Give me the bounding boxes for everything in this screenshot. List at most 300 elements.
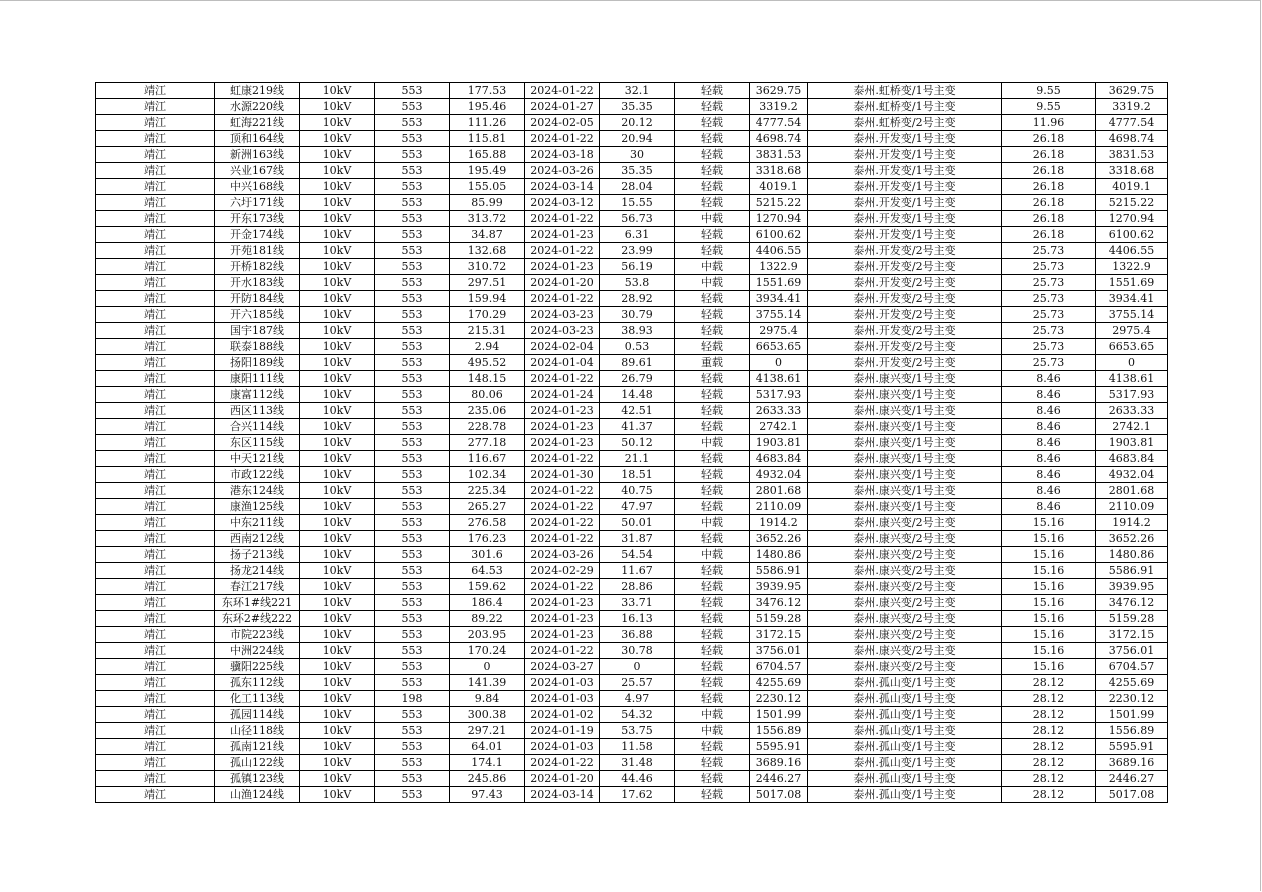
transformer-load-rate-cell[interactable]: 26.18 [1002, 179, 1096, 195]
transformer-cell[interactable]: 泰州.开发变/2号主变 [808, 275, 1002, 291]
max-current-cell[interactable]: 174.1 [450, 755, 525, 771]
line-name-cell[interactable]: 中天121线 [215, 451, 300, 467]
max-current-cell[interactable]: 64.01 [450, 739, 525, 755]
county-cell[interactable]: 靖江 [96, 787, 215, 803]
county-cell[interactable]: 靖江 [96, 611, 215, 627]
load-rate-cell[interactable]: 32.1 [600, 83, 675, 99]
load-rate-cell[interactable]: 56.73 [600, 211, 675, 227]
voltage-cell[interactable]: 10kV [300, 563, 375, 579]
rated-capacity-cell[interactable]: 553 [375, 451, 450, 467]
spare-capacity-cell[interactable]: 1501.99 [1096, 707, 1168, 723]
load-status-cell[interactable]: 轻载 [675, 147, 750, 163]
rated-capacity-cell[interactable]: 553 [375, 755, 450, 771]
spare-capacity-cell[interactable]: 6704.57 [1096, 659, 1168, 675]
load-status-cell[interactable]: 中载 [675, 275, 750, 291]
voltage-cell[interactable]: 10kV [300, 259, 375, 275]
county-cell[interactable]: 靖江 [96, 467, 215, 483]
rated-capacity-cell[interactable]: 553 [375, 627, 450, 643]
load-rate-cell[interactable]: 31.87 [600, 531, 675, 547]
load-status-cell[interactable]: 轻载 [675, 243, 750, 259]
line-name-cell[interactable]: 孤山122线 [215, 755, 300, 771]
max-current-cell[interactable]: 301.6 [450, 547, 525, 563]
transformer-cell[interactable]: 泰州.开发变/1号主变 [808, 227, 1002, 243]
voltage-cell[interactable]: 10kV [300, 595, 375, 611]
line-name-cell[interactable]: 西区113线 [215, 403, 300, 419]
max-current-cell[interactable]: 148.15 [450, 371, 525, 387]
transformer-load-rate-cell[interactable]: 15.16 [1002, 547, 1096, 563]
available-capacity-cell[interactable]: 2975.4 [750, 323, 808, 339]
transformer-cell[interactable]: 泰州.开发变/1号主变 [808, 163, 1002, 179]
transformer-load-rate-cell[interactable]: 8.46 [1002, 435, 1096, 451]
load-rate-cell[interactable]: 33.71 [600, 595, 675, 611]
county-cell[interactable]: 靖江 [96, 259, 215, 275]
rated-capacity-cell[interactable]: 553 [375, 179, 450, 195]
load-status-cell[interactable]: 轻载 [675, 755, 750, 771]
spare-capacity-cell[interactable]: 1480.86 [1096, 547, 1168, 563]
load-rate-cell[interactable]: 21.1 [600, 451, 675, 467]
voltage-cell[interactable]: 10kV [300, 643, 375, 659]
voltage-cell[interactable]: 10kV [300, 115, 375, 131]
transformer-load-rate-cell[interactable]: 15.16 [1002, 515, 1096, 531]
line-name-cell[interactable]: 化工113线 [215, 691, 300, 707]
peak-date-cell[interactable]: 2024-03-26 [525, 547, 600, 563]
line-name-cell[interactable]: 合兴114线 [215, 419, 300, 435]
load-rate-cell[interactable]: 4.97 [600, 691, 675, 707]
max-current-cell[interactable]: 170.24 [450, 643, 525, 659]
county-cell[interactable]: 靖江 [96, 579, 215, 595]
max-current-cell[interactable]: 310.72 [450, 259, 525, 275]
spare-capacity-cell[interactable]: 1556.89 [1096, 723, 1168, 739]
spare-capacity-cell[interactable]: 3629.75 [1096, 83, 1168, 99]
voltage-cell[interactable]: 10kV [300, 147, 375, 163]
transformer-cell[interactable]: 泰州.康兴变/2号主变 [808, 659, 1002, 675]
county-cell[interactable]: 靖江 [96, 483, 215, 499]
transformer-cell[interactable]: 泰州.康兴变/2号主变 [808, 595, 1002, 611]
transformer-load-rate-cell[interactable]: 15.16 [1002, 563, 1096, 579]
available-capacity-cell[interactable]: 6653.65 [750, 339, 808, 355]
load-status-cell[interactable]: 轻载 [675, 675, 750, 691]
load-rate-cell[interactable]: 54.32 [600, 707, 675, 723]
available-capacity-cell[interactable]: 1322.9 [750, 259, 808, 275]
max-current-cell[interactable]: 245.86 [450, 771, 525, 787]
load-rate-cell[interactable]: 14.48 [600, 387, 675, 403]
transformer-load-rate-cell[interactable]: 25.73 [1002, 323, 1096, 339]
available-capacity-cell[interactable]: 6704.57 [750, 659, 808, 675]
voltage-cell[interactable]: 10kV [300, 483, 375, 499]
transformer-load-rate-cell[interactable]: 15.16 [1002, 643, 1096, 659]
line-name-cell[interactable]: 康渔125线 [215, 499, 300, 515]
line-name-cell[interactable]: 市政122线 [215, 467, 300, 483]
county-cell[interactable]: 靖江 [96, 691, 215, 707]
max-current-cell[interactable]: 102.34 [450, 467, 525, 483]
load-status-cell[interactable]: 轻载 [675, 659, 750, 675]
max-current-cell[interactable]: 111.26 [450, 115, 525, 131]
voltage-cell[interactable]: 10kV [300, 515, 375, 531]
line-name-cell[interactable]: 扬阳189线 [215, 355, 300, 371]
line-name-cell[interactable]: 康阳111线 [215, 371, 300, 387]
peak-date-cell[interactable]: 2024-01-20 [525, 771, 600, 787]
load-status-cell[interactable]: 轻载 [675, 691, 750, 707]
transformer-load-rate-cell[interactable]: 15.16 [1002, 595, 1096, 611]
load-rate-cell[interactable]: 0.53 [600, 339, 675, 355]
max-current-cell[interactable]: 159.94 [450, 291, 525, 307]
load-status-cell[interactable]: 轻载 [675, 483, 750, 499]
transformer-cell[interactable]: 泰州.开发变/2号主变 [808, 355, 1002, 371]
line-name-cell[interactable]: 开防184线 [215, 291, 300, 307]
max-current-cell[interactable]: 155.05 [450, 179, 525, 195]
rated-capacity-cell[interactable]: 553 [375, 611, 450, 627]
load-rate-cell[interactable]: 23.99 [600, 243, 675, 259]
transformer-load-rate-cell[interactable]: 26.18 [1002, 211, 1096, 227]
transformer-load-rate-cell[interactable]: 8.46 [1002, 403, 1096, 419]
peak-date-cell[interactable]: 2024-03-14 [525, 787, 600, 803]
spare-capacity-cell[interactable]: 1322.9 [1096, 259, 1168, 275]
rated-capacity-cell[interactable]: 553 [375, 643, 450, 659]
max-current-cell[interactable]: 225.34 [450, 483, 525, 499]
transformer-load-rate-cell[interactable]: 15.16 [1002, 659, 1096, 675]
transformer-cell[interactable]: 泰州.孤山变/1号主变 [808, 691, 1002, 707]
transformer-load-rate-cell[interactable]: 28.12 [1002, 691, 1096, 707]
transformer-load-rate-cell[interactable]: 25.73 [1002, 243, 1096, 259]
transformer-cell[interactable]: 泰州.康兴变/2号主变 [808, 547, 1002, 563]
load-status-cell[interactable]: 轻载 [675, 451, 750, 467]
max-current-cell[interactable]: 141.39 [450, 675, 525, 691]
line-name-cell[interactable]: 扬龙214线 [215, 563, 300, 579]
county-cell[interactable]: 靖江 [96, 659, 215, 675]
spare-capacity-cell[interactable]: 3652.26 [1096, 531, 1168, 547]
county-cell[interactable]: 靖江 [96, 179, 215, 195]
load-status-cell[interactable]: 轻载 [675, 611, 750, 627]
spare-capacity-cell[interactable]: 3755.14 [1096, 307, 1168, 323]
line-name-cell[interactable]: 虹海221线 [215, 115, 300, 131]
rated-capacity-cell[interactable]: 553 [375, 595, 450, 611]
transformer-cell[interactable]: 泰州.孤山变/1号主变 [808, 755, 1002, 771]
load-status-cell[interactable]: 轻载 [675, 467, 750, 483]
transformer-load-rate-cell[interactable]: 26.18 [1002, 195, 1096, 211]
line-name-cell[interactable]: 新洲163线 [215, 147, 300, 163]
rated-capacity-cell[interactable]: 553 [375, 467, 450, 483]
load-rate-cell[interactable]: 31.48 [600, 755, 675, 771]
transformer-load-rate-cell[interactable]: 26.18 [1002, 163, 1096, 179]
rated-capacity-cell[interactable]: 553 [375, 323, 450, 339]
available-capacity-cell[interactable]: 2742.1 [750, 419, 808, 435]
peak-date-cell[interactable]: 2024-01-24 [525, 387, 600, 403]
peak-date-cell[interactable]: 2024-03-18 [525, 147, 600, 163]
load-rate-cell[interactable]: 47.97 [600, 499, 675, 515]
rated-capacity-cell[interactable]: 553 [375, 483, 450, 499]
line-name-cell[interactable]: 东环1#线221 [215, 595, 300, 611]
line-name-cell[interactable]: 东区115线 [215, 435, 300, 451]
available-capacity-cell[interactable]: 4698.74 [750, 131, 808, 147]
transformer-load-rate-cell[interactable]: 8.46 [1002, 499, 1096, 515]
spare-capacity-cell[interactable]: 4255.69 [1096, 675, 1168, 691]
peak-date-cell[interactable]: 2024-03-23 [525, 323, 600, 339]
peak-date-cell[interactable]: 2024-01-23 [525, 227, 600, 243]
rated-capacity-cell[interactable]: 553 [375, 675, 450, 691]
peak-date-cell[interactable]: 2024-01-03 [525, 691, 600, 707]
max-current-cell[interactable]: 2.94 [450, 339, 525, 355]
rated-capacity-cell[interactable]: 553 [375, 307, 450, 323]
transformer-cell[interactable]: 泰州.康兴变/1号主变 [808, 403, 1002, 419]
load-status-cell[interactable]: 轻载 [675, 643, 750, 659]
rated-capacity-cell[interactable]: 553 [375, 83, 450, 99]
load-rate-cell[interactable]: 36.88 [600, 627, 675, 643]
load-status-cell[interactable]: 轻载 [675, 739, 750, 755]
transformer-cell[interactable]: 泰州.开发变/1号主变 [808, 195, 1002, 211]
available-capacity-cell[interactable]: 0 [750, 355, 808, 371]
available-capacity-cell[interactable]: 5017.08 [750, 787, 808, 803]
county-cell[interactable]: 靖江 [96, 563, 215, 579]
voltage-cell[interactable]: 10kV [300, 707, 375, 723]
load-status-cell[interactable]: 轻载 [675, 419, 750, 435]
line-name-cell[interactable]: 六圩171线 [215, 195, 300, 211]
rated-capacity-cell[interactable]: 553 [375, 435, 450, 451]
transformer-cell[interactable]: 泰州.虹桥变/2号主变 [808, 115, 1002, 131]
spare-capacity-cell[interactable]: 4698.74 [1096, 131, 1168, 147]
transformer-load-rate-cell[interactable]: 28.12 [1002, 771, 1096, 787]
line-name-cell[interactable]: 山渔124线 [215, 787, 300, 803]
spare-capacity-cell[interactable]: 4138.61 [1096, 371, 1168, 387]
max-current-cell[interactable]: 34.87 [450, 227, 525, 243]
line-name-cell[interactable]: 康富112线 [215, 387, 300, 403]
spare-capacity-cell[interactable]: 6653.65 [1096, 339, 1168, 355]
line-name-cell[interactable]: 孤东112线 [215, 675, 300, 691]
rated-capacity-cell[interactable]: 553 [375, 131, 450, 147]
load-status-cell[interactable]: 轻载 [675, 195, 750, 211]
max-current-cell[interactable]: 170.29 [450, 307, 525, 323]
available-capacity-cell[interactable]: 5159.28 [750, 611, 808, 627]
spare-capacity-cell[interactable]: 0 [1096, 355, 1168, 371]
transformer-load-rate-cell[interactable]: 9.55 [1002, 83, 1096, 99]
spare-capacity-cell[interactable]: 2633.33 [1096, 403, 1168, 419]
line-name-cell[interactable]: 开金174线 [215, 227, 300, 243]
voltage-cell[interactable]: 10kV [300, 659, 375, 675]
max-current-cell[interactable]: 177.53 [450, 83, 525, 99]
max-current-cell[interactable]: 203.95 [450, 627, 525, 643]
load-rate-cell[interactable]: 41.37 [600, 419, 675, 435]
load-rate-cell[interactable]: 38.93 [600, 323, 675, 339]
peak-date-cell[interactable]: 2024-01-22 [525, 515, 600, 531]
rated-capacity-cell[interactable]: 553 [375, 563, 450, 579]
transformer-cell[interactable]: 泰州.康兴变/2号主变 [808, 643, 1002, 659]
transformer-load-rate-cell[interactable]: 25.73 [1002, 355, 1096, 371]
transformer-cell[interactable]: 泰州.开发变/2号主变 [808, 323, 1002, 339]
load-status-cell[interactable]: 轻载 [675, 291, 750, 307]
available-capacity-cell[interactable]: 2230.12 [750, 691, 808, 707]
transformer-cell[interactable]: 泰州.虹桥变/1号主变 [808, 83, 1002, 99]
transformer-load-rate-cell[interactable]: 15.16 [1002, 579, 1096, 595]
county-cell[interactable]: 靖江 [96, 627, 215, 643]
transformer-cell[interactable]: 泰州.孤山变/1号主变 [808, 771, 1002, 787]
county-cell[interactable]: 靖江 [96, 99, 215, 115]
load-status-cell[interactable]: 轻载 [675, 787, 750, 803]
voltage-cell[interactable]: 10kV [300, 275, 375, 291]
transformer-load-rate-cell[interactable]: 9.55 [1002, 99, 1096, 115]
rated-capacity-cell[interactable]: 553 [375, 211, 450, 227]
voltage-cell[interactable]: 10kV [300, 371, 375, 387]
transformer-cell[interactable]: 泰州.开发变/1号主变 [808, 211, 1002, 227]
max-current-cell[interactable]: 313.72 [450, 211, 525, 227]
load-status-cell[interactable]: 轻载 [675, 531, 750, 547]
load-status-cell[interactable]: 轻载 [675, 227, 750, 243]
county-cell[interactable]: 靖江 [96, 531, 215, 547]
peak-date-cell[interactable]: 2024-01-23 [525, 611, 600, 627]
spare-capacity-cell[interactable]: 3831.53 [1096, 147, 1168, 163]
spare-capacity-cell[interactable]: 3319.2 [1096, 99, 1168, 115]
load-rate-cell[interactable]: 30.79 [600, 307, 675, 323]
peak-date-cell[interactable]: 2024-02-05 [525, 115, 600, 131]
rated-capacity-cell[interactable]: 553 [375, 275, 450, 291]
rated-capacity-cell[interactable]: 553 [375, 115, 450, 131]
spare-capacity-cell[interactable]: 3476.12 [1096, 595, 1168, 611]
spare-capacity-cell[interactable]: 4019.1 [1096, 179, 1168, 195]
max-current-cell[interactable]: 297.21 [450, 723, 525, 739]
voltage-cell[interactable]: 10kV [300, 339, 375, 355]
max-current-cell[interactable]: 186.4 [450, 595, 525, 611]
available-capacity-cell[interactable]: 1270.94 [750, 211, 808, 227]
voltage-cell[interactable]: 10kV [300, 195, 375, 211]
available-capacity-cell[interactable]: 2446.27 [750, 771, 808, 787]
transformer-cell[interactable]: 泰州.康兴变/2号主变 [808, 531, 1002, 547]
county-cell[interactable]: 靖江 [96, 515, 215, 531]
voltage-cell[interactable]: 10kV [300, 387, 375, 403]
transformer-load-rate-cell[interactable]: 25.73 [1002, 339, 1096, 355]
load-status-cell[interactable]: 轻载 [675, 307, 750, 323]
available-capacity-cell[interactable]: 5595.91 [750, 739, 808, 755]
transformer-load-rate-cell[interactable]: 15.16 [1002, 531, 1096, 547]
county-cell[interactable]: 靖江 [96, 723, 215, 739]
voltage-cell[interactable]: 10kV [300, 307, 375, 323]
county-cell[interactable]: 靖江 [96, 195, 215, 211]
voltage-cell[interactable]: 10kV [300, 131, 375, 147]
spare-capacity-cell[interactable]: 3318.68 [1096, 163, 1168, 179]
peak-date-cell[interactable]: 2024-01-27 [525, 99, 600, 115]
rated-capacity-cell[interactable]: 553 [375, 339, 450, 355]
rated-capacity-cell[interactable]: 553 [375, 771, 450, 787]
line-name-cell[interactable]: 骥阳225线 [215, 659, 300, 675]
line-name-cell[interactable]: 水源220线 [215, 99, 300, 115]
load-status-cell[interactable]: 中载 [675, 211, 750, 227]
peak-date-cell[interactable]: 2024-01-19 [525, 723, 600, 739]
transformer-load-rate-cell[interactable]: 8.46 [1002, 387, 1096, 403]
rated-capacity-cell[interactable]: 553 [375, 403, 450, 419]
voltage-cell[interactable]: 10kV [300, 787, 375, 803]
transformer-load-rate-cell[interactable]: 25.73 [1002, 291, 1096, 307]
load-rate-cell[interactable]: 89.61 [600, 355, 675, 371]
rated-capacity-cell[interactable]: 553 [375, 707, 450, 723]
available-capacity-cell[interactable]: 2801.68 [750, 483, 808, 499]
load-status-cell[interactable]: 重载 [675, 355, 750, 371]
rated-capacity-cell[interactable]: 553 [375, 147, 450, 163]
peak-date-cell[interactable]: 2024-03-26 [525, 163, 600, 179]
peak-date-cell[interactable]: 2024-01-23 [525, 435, 600, 451]
county-cell[interactable]: 靖江 [96, 291, 215, 307]
rated-capacity-cell[interactable]: 198 [375, 691, 450, 707]
spare-capacity-cell[interactable]: 5017.08 [1096, 787, 1168, 803]
county-cell[interactable]: 靖江 [96, 739, 215, 755]
transformer-cell[interactable]: 泰州.开发变/2号主变 [808, 243, 1002, 259]
rated-capacity-cell[interactable]: 553 [375, 195, 450, 211]
voltage-cell[interactable]: 10kV [300, 243, 375, 259]
spare-capacity-cell[interactable]: 3934.41 [1096, 291, 1168, 307]
rated-capacity-cell[interactable]: 553 [375, 547, 450, 563]
county-cell[interactable]: 靖江 [96, 131, 215, 147]
transformer-cell[interactable]: 泰州.康兴变/1号主变 [808, 371, 1002, 387]
rated-capacity-cell[interactable]: 553 [375, 739, 450, 755]
transformer-load-rate-cell[interactable]: 28.12 [1002, 739, 1096, 755]
peak-date-cell[interactable]: 2024-01-22 [525, 131, 600, 147]
max-current-cell[interactable]: 228.78 [450, 419, 525, 435]
available-capacity-cell[interactable]: 4406.55 [750, 243, 808, 259]
load-rate-cell[interactable]: 50.01 [600, 515, 675, 531]
peak-date-cell[interactable]: 2024-01-22 [525, 755, 600, 771]
available-capacity-cell[interactable]: 3319.2 [750, 99, 808, 115]
transformer-cell[interactable]: 泰州.开发变/1号主变 [808, 131, 1002, 147]
rated-capacity-cell[interactable]: 553 [375, 515, 450, 531]
transformer-cell[interactable]: 泰州.康兴变/1号主变 [808, 419, 1002, 435]
transformer-cell[interactable]: 泰州.开发变/2号主变 [808, 339, 1002, 355]
available-capacity-cell[interactable]: 4019.1 [750, 179, 808, 195]
available-capacity-cell[interactable]: 3476.12 [750, 595, 808, 611]
load-rate-cell[interactable]: 20.12 [600, 115, 675, 131]
available-capacity-cell[interactable]: 1480.86 [750, 547, 808, 563]
line-name-cell[interactable]: 孤南121线 [215, 739, 300, 755]
voltage-cell[interactable]: 10kV [300, 499, 375, 515]
load-status-cell[interactable]: 轻载 [675, 563, 750, 579]
transformer-cell[interactable]: 泰州.孤山变/1号主变 [808, 787, 1002, 803]
max-current-cell[interactable]: 176.23 [450, 531, 525, 547]
available-capacity-cell[interactable]: 3172.15 [750, 627, 808, 643]
load-status-cell[interactable]: 中载 [675, 547, 750, 563]
load-rate-cell[interactable]: 44.46 [600, 771, 675, 787]
voltage-cell[interactable]: 10kV [300, 323, 375, 339]
spare-capacity-cell[interactable]: 3756.01 [1096, 643, 1168, 659]
spare-capacity-cell[interactable]: 5159.28 [1096, 611, 1168, 627]
rated-capacity-cell[interactable]: 553 [375, 531, 450, 547]
max-current-cell[interactable]: 115.81 [450, 131, 525, 147]
load-rate-cell[interactable]: 35.35 [600, 163, 675, 179]
load-status-cell[interactable]: 轻载 [675, 771, 750, 787]
line-name-cell[interactable]: 中兴168线 [215, 179, 300, 195]
peak-date-cell[interactable]: 2024-01-22 [525, 499, 600, 515]
transformer-load-rate-cell[interactable]: 11.96 [1002, 115, 1096, 131]
spare-capacity-cell[interactable]: 4683.84 [1096, 451, 1168, 467]
transformer-load-rate-cell[interactable]: 28.12 [1002, 755, 1096, 771]
voltage-cell[interactable]: 10kV [300, 675, 375, 691]
voltage-cell[interactable]: 10kV [300, 83, 375, 99]
load-status-cell[interactable]: 中载 [675, 515, 750, 531]
peak-date-cell[interactable]: 2024-01-22 [525, 579, 600, 595]
load-rate-cell[interactable]: 30.78 [600, 643, 675, 659]
county-cell[interactable]: 靖江 [96, 211, 215, 227]
county-cell[interactable]: 靖江 [96, 675, 215, 691]
peak-date-cell[interactable]: 2024-01-22 [525, 483, 600, 499]
transformer-cell[interactable]: 泰州.康兴变/1号主变 [808, 387, 1002, 403]
county-cell[interactable]: 靖江 [96, 643, 215, 659]
county-cell[interactable]: 靖江 [96, 275, 215, 291]
load-rate-cell[interactable]: 11.58 [600, 739, 675, 755]
line-name-cell[interactable]: 开苑181线 [215, 243, 300, 259]
peak-date-cell[interactable]: 2024-01-23 [525, 259, 600, 275]
load-status-cell[interactable]: 轻载 [675, 595, 750, 611]
available-capacity-cell[interactable]: 5586.91 [750, 563, 808, 579]
peak-date-cell[interactable]: 2024-01-22 [525, 451, 600, 467]
peak-date-cell[interactable]: 2024-01-23 [525, 419, 600, 435]
rated-capacity-cell[interactable]: 553 [375, 291, 450, 307]
line-name-cell[interactable]: 西南212线 [215, 531, 300, 547]
max-current-cell[interactable]: 495.52 [450, 355, 525, 371]
peak-date-cell[interactable]: 2024-01-04 [525, 355, 600, 371]
